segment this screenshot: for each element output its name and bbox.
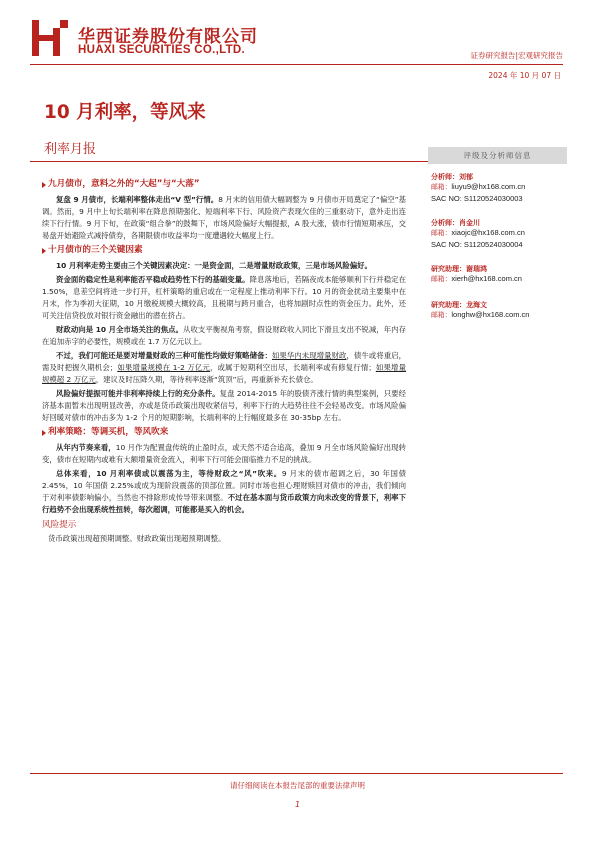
analyst-role: 研究助理：谢瑞鸿 bbox=[431, 265, 487, 273]
sidebar-header: 评级及分析师信息 bbox=[428, 147, 567, 164]
main-content bbox=[42, 176, 406, 545]
triangle-bullet-icon bbox=[42, 248, 46, 254]
analyst-card bbox=[428, 264, 567, 286]
risk-text: 货币政策出现超预期调整。财政政策出现超预期调整。 bbox=[48, 534, 226, 543]
risk-heading: 风险提示 bbox=[42, 520, 77, 530]
section-heading: 利率策略：等调买机，等风吹来 bbox=[42, 426, 406, 439]
analyst-role: 分析师：肖金川 bbox=[431, 219, 480, 227]
paragraph: 复盘 9 月债市，长端利率整体走出“V 型”行情。8 月末的信用债大幅调整为 9 月债市开局奠定了“偏空”基调。然而，9 月中上旬长端利率在降息预期强化、短端利率下行、风险资产表现欠佳的三重驱动下，意外走出连续下行行情。9 月下旬，在政策“组合拳”的鼓舞下，市场风险偏好大幅提振，A 股大涨，债市行情短期承压，交易盘开始避险式减持债券，各期限债市收益率均一度遭遇较大幅度上行。 bbox=[42, 195, 406, 240]
paragraph: 资金面的稳定性是利率能否平稳或趋势性下行的基础变量。降息落地后，若隔夜成本能够顺利下行并稳定在 1.50%，息差空间将进一步打开，杠杆策略的重启或在一定程度上推动利率下行。10 月的资金扰动主要集中在月末，作为季初大征期，10 月缴税规模大概较高，且税期与跨月重合，也将加剧时点性的资金压力。此外，还可关注信贷投放对银行资金融出的潜在挤占。 bbox=[42, 275, 406, 320]
report-title: 10 月利率，等风来 bbox=[44, 102, 206, 123]
triangle-bullet-icon bbox=[42, 182, 46, 188]
paragraph: 风险偏好提振可能并非利率持续上行的充分条件。复盘 2014-2015 年的股债齐涨行情的典型案例，只要经济基本面暂未出现明显改善，亦或是货币政策出现收紧信号，利率下行的大趋势往往不会轻易改变。市场风险偏好回暖对债市的冲击多为 1-2 个月的短期影响，长端利率的上行幅度最多在 30-35bp 左右。 bbox=[42, 389, 406, 422]
header-divider bbox=[30, 64, 563, 65]
footer-divider bbox=[30, 773, 563, 774]
paragraph: 不过，我们可能还是要对增量财政的三种可能性均做好策略储备：如果华内未现增量财政，债牛或将重启，需及时把握久期机会；如果增量规模在 1-2 万亿元，或属于短期利空出尽，长端利率或有修复行情；如果增量规模超 2 万亿元，建议及时压降久期，等待利率逐渐“筑顶”后，再重新补充长债仓。 bbox=[42, 351, 406, 384]
page-number: 1 bbox=[294, 800, 301, 809]
paragraph: 总体来看，10 月利率债或以震荡为主，等待财政之“风”吹来。9 月末的债市超调之后，30 年国债 2.45%，10 年国债 2.25%或成为现阶段震荡的顶部位置。同时市场也担心理财赎回对债市的冲击，我们倾向于对利率债影响偏小，当然也不排除形成传导带来调整。不过在基本面与货币政策方向未改变的背景下，利率下行趋势不会出现系统性扭转，每次超调，可能都是买入的机会。 bbox=[42, 469, 406, 514]
analyst-email[interactable]: 邮箱：longhw@hx168.com.cn bbox=[431, 309, 530, 319]
report-date: 2024 年 10 月 07 日 bbox=[488, 71, 561, 80]
paragraph: 从年内节奏来看，10 月作为配置盘传统的止盈时点，或天然不适合追高，叠加 9 月全市场风险偏好出现转变，债市在短期内或难有大额增量资金流入，利率下行可能会面临推力不足的挑战。 bbox=[42, 443, 406, 464]
report-subtitle: 利率月报 bbox=[44, 142, 97, 157]
paragraph: 10 月利率走势主要由三个关键因素决定：一是资金面，二是增量财政政策，三是市场风险偏好。 bbox=[56, 261, 372, 270]
company-name-en: HUAXI SECURITIES CO.,LTD. bbox=[78, 44, 246, 56]
analyst-role: 分析师：刘郁 bbox=[431, 173, 473, 181]
triangle-bullet-icon bbox=[42, 430, 46, 436]
analyst-card bbox=[428, 218, 567, 250]
analyst-role: 研究助理：龙海文 bbox=[431, 300, 487, 309]
paragraph: 财政动向是 10 月全市场关注的焦点。从收支平衡视角考察，假设财政收入同比下滑且支出不锐减，年内存在追加赤字的必要性，规模或在 1.7 万亿元以上。 bbox=[42, 325, 406, 346]
analyst-sac: SAC NO: S1120524030003 bbox=[431, 193, 523, 203]
analyst-card bbox=[428, 172, 567, 204]
legal-notice: 请仔细阅读在本报告尾部的重要法律声明 bbox=[230, 781, 365, 790]
analyst-sac: SAC NO: S1120524030004 bbox=[431, 239, 523, 249]
company-name-cn: 华西证券股份有限公司 bbox=[78, 27, 258, 47]
analyst-email[interactable]: 邮箱：xiaojc@hx168.com.cn bbox=[431, 228, 525, 237]
section-heading: 十月债市的三个关键因素 bbox=[42, 244, 406, 257]
analyst-card bbox=[428, 300, 567, 322]
company-logo bbox=[32, 20, 68, 56]
analyst-email[interactable]: 邮箱：liuyu9@hx168.com.cn bbox=[431, 182, 526, 191]
analyst-email[interactable]: 邮箱：xierh@hx168.com.cn bbox=[431, 274, 522, 283]
section-heading: 九月债市，意料之外的“大起”与“大落” bbox=[42, 178, 406, 191]
analyst-sidebar bbox=[428, 147, 567, 321]
document-type: 证券研究报告|宏观研究报告 bbox=[470, 51, 563, 60]
